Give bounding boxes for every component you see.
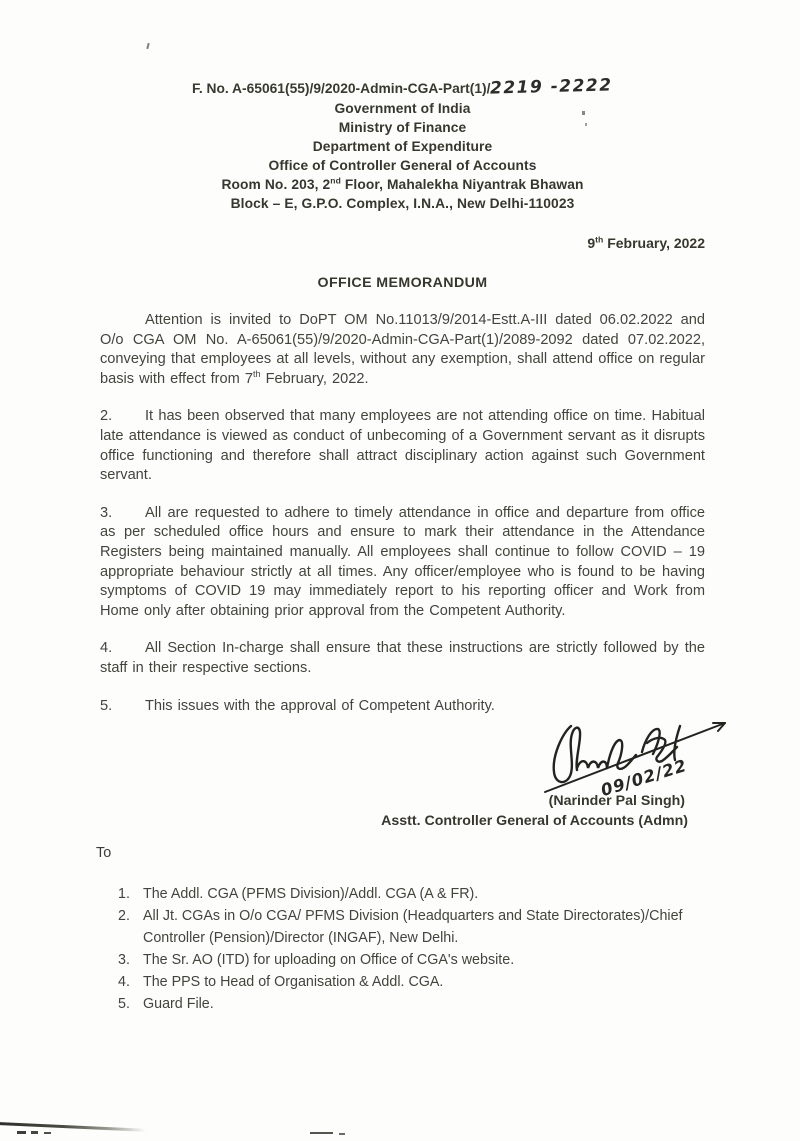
paragraph-2-number: 2. <box>100 408 113 425</box>
signatory-designation: Asstt. Controller General of Accounts (Admn) <box>381 813 688 830</box>
signature-block <box>100 710 705 831</box>
signature-date-handwritten: 09/02/22 <box>598 755 690 801</box>
letterhead-address-room: Room No. 203, 2nd Floor, Mahalekha Niyantrak Bhawan <box>221 175 584 192</box>
recipient-item-5 <box>100 993 705 1015</box>
recipient-number: 4. <box>118 974 130 991</box>
recipient-text: All Jt. CGAs in O/o CGA/ PFMS Division (Headquarters and State Directorates)/Chief Controller (Pension)/Director (INGAF), New Delhi. <box>143 908 683 947</box>
recipient-list <box>100 883 705 1015</box>
document-content <box>96 75 705 1015</box>
scan-artifact-dash <box>310 1132 333 1134</box>
recipient-number: 2. <box>118 908 130 925</box>
paragraph-5-number: 5. <box>100 697 113 714</box>
file-number-line <box>100 75 705 99</box>
recipient-item-2 <box>100 905 705 949</box>
scan-artifact-dash <box>31 1131 38 1134</box>
recipient-number: 3. <box>118 952 130 969</box>
letterhead-address-block: Block – E, G.P.O. Complex, I.N.A., New Delhi-110023 <box>230 196 575 211</box>
scan-artifact-top-speck <box>146 43 149 49</box>
recipient-item-4 <box>100 971 705 993</box>
document-date: 9th February, 2022 <box>587 234 705 251</box>
file-number-printed: F. No. A-65061(55)/9/2020-Admin-CGA-Part(1)/ <box>191 81 491 96</box>
letterhead-ministry: Ministry of Finance <box>338 120 467 135</box>
recipient-number: 1. <box>118 886 130 903</box>
paragraph-3: 3. All are requested to adhere to timely attendance in office and departure from office as per scheduled office hours and ensure to mark their attendance in the Attendance Registers being maintained manually. All employees shall continue to follow COVID – 19 appropriate behaviour strictly at all times. Any officer/employee who is found to be having symptoms of COVID 19 may immediately report to his reporting officer and Work from Home only after obtaining prior approval from the Competent Authority. <box>100 504 705 619</box>
file-number-handwritten: 2219 -2222 <box>490 75 614 99</box>
recipient-number: 5. <box>118 996 130 1013</box>
paragraph-4: 4. All Section In-charge shall ensure that these instructions are strictly followed by the staff in their respective sections. <box>100 640 705 676</box>
recipient-text: The PPS to Head of Organisation & Addl. CGA. <box>143 974 444 991</box>
paragraph-2: 2. It has been observed that many employees are not attending office on time. Habitual late attendance is viewed as conduct of unbecoming of a Government servant as it disrupts office functioning and therefore shall attract disciplinary action against such Government servant. <box>100 408 705 484</box>
paragraph-3-number: 3. <box>100 504 113 521</box>
paragraph-4-number: 4. <box>100 640 113 657</box>
scan-artifact-dash <box>17 1131 26 1134</box>
scan-artifact-dash <box>339 1133 345 1135</box>
scan-artifact-bottom-left-line <box>0 1122 146 1131</box>
scan-artifact-dash <box>44 1132 51 1134</box>
letterhead-department: Department of Expenditure <box>312 139 493 154</box>
to-label: To <box>96 845 112 862</box>
recipient-text: The Sr. AO (ITD) for uploading on Office of CGA's website. <box>143 952 515 969</box>
signatory-name: (Narinder Pal Singh) <box>548 793 685 810</box>
recipient-text: Guard File. <box>143 996 214 1013</box>
recipient-item-3 <box>100 949 705 971</box>
letterhead-office: Office of Controller General of Accounts <box>268 158 537 173</box>
paragraph-5: 5. This issues with the approval of Competent Authority. <box>100 697 705 717</box>
scan-artifact-speck <box>582 111 585 115</box>
paragraph-1: Attention is invited to DoPT OM No.11013/9/2014-Estt.A-III dated 06.02.2022 and O/o CGA OM No. A-65061(55)/9/2020-Admin-CGA-Part(1)/2089-2092 dated 07.02.2022, conveying that employees at all levels, without any exemption, shall attend office on regular basis with effect from 7th February, 2022. <box>100 312 705 387</box>
document-title: OFFICE MEMORANDUM <box>317 275 488 291</box>
recipient-text: The Addl. CGA (PFMS Division)/Addl. CGA (A & FR). <box>143 886 479 903</box>
letterhead-government: Government of India <box>334 101 471 116</box>
letterhead <box>100 99 705 213</box>
signature-ink-icon <box>541 710 741 801</box>
recipient-item-1 <box>100 883 705 905</box>
scan-artifact-speck <box>585 123 587 126</box>
